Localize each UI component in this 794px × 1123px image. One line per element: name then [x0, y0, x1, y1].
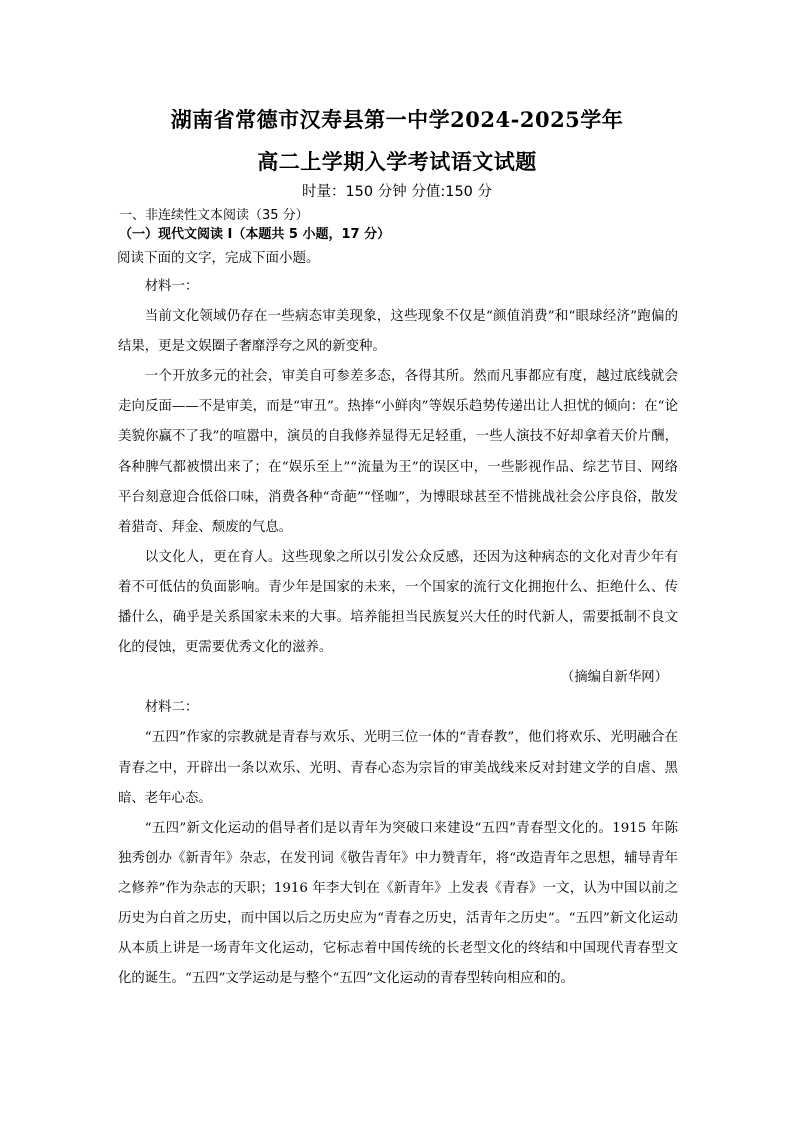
- material1-paragraph: 当前文化领域仍存在一些病态审美现象，这些现象不仅是“颜值消费”和“眼球经济”跑偏的结果，更是文娱圈子奢靡浮夸之风的新变种。: [118, 309, 678, 355]
- material1-label: 材料一：: [144, 279, 199, 294]
- section-heading: 一、非连续性文本阅读（35 分）: [119, 208, 309, 223]
- material2-paragraph: “五四”新文化运动的倡导者们是以青年为突破口来建设“五四”青春型文化的。1915 年陈独秀创办《新青年》杂志，在发刊词《敬告青年》中力赞青年，将“改造青年之思想，辅导青年之修养”作为杂志的天职；1916 年李大钊在《新青年》上发表《青春》一文，认为中国以前之历史为白首之历史，而中国以后之历史应为“青春之历史，活青年之历史”。“五四”新文化运动从本质上讲是一场青年文化运动，它标志着中国传统的长老型文化的终结和中国现代青春型文化的诞生。“五四”文学运动是与整个“五四”文化运动的青春型转向相应和的。: [118, 820, 678, 987]
- material1-paragraph: 以文化人，更在育人。这些现象之所以引发公众反感，还因为这种病态的文化对青少年有着不可低估的负面影响。青少年是国家的未来，一个国家的流行文化拥抱什么、拒绝什么、传播什么，确乎是关系国家未来的大事。培养能担当民族复兴大任的时代新人，需要抵制不良文化的侵蚀，更需要优秀文化的滋养。: [118, 549, 678, 656]
- subsection-heading: （一）现代文阅读 I（本题共 5 小题，17 分）: [119, 227, 391, 242]
- material2-label: 材料二：: [144, 700, 199, 716]
- reading-passage: [118, 272, 678, 994]
- exam-time-and-score: 时量：150 分钟 分值:150 分: [301, 184, 493, 200]
- material1-source: （摘编自新华网）: [560, 670, 668, 686]
- material1-paragraph: 一个开放多元的社会，审美自可参差多态，各得其所。然而凡事都应有度，越过底线就会走向反面——不是审美，而是“审丑”。热捧“小鲜肉”等娱乐趋势传递出让人担忧的倾向：在“论美貌你赢不了我”的喧嚣中，演员的自我修养显得无足轻重，一些人演技不好却拿着天价片酬，各种脾气都被惯出来了；在“娱乐至上”“流量为王”的误区中，一些影视作品、综艺节目、网络平台刻意迎合低俗口味，消费各种“奇葩”“怪咖”，为博眼球甚至不惜挑战社会公序良俗，散发着猎奇、拜金、颓废的气息。: [118, 369, 678, 535]
- exam-title-line1: 湖南省常德市汉寿县第一中学2024-2025学年: [170, 107, 624, 132]
- material2-paragraph: “五四”作家的宗教就是青春与欢乐、光明三位一体的“青春教”，他们将欢乐、光明融合在青春之中，开辟出一条以欢乐、光明、青春心态为宗旨的审美战线来反对封建文学的自虐、黑暗、老年心态。: [118, 730, 678, 806]
- exam-title-line2: 高二上学期入学考试语文试题: [257, 149, 537, 174]
- reading-instruction: 阅读下面的文字，完成下面小题。: [117, 250, 320, 266]
